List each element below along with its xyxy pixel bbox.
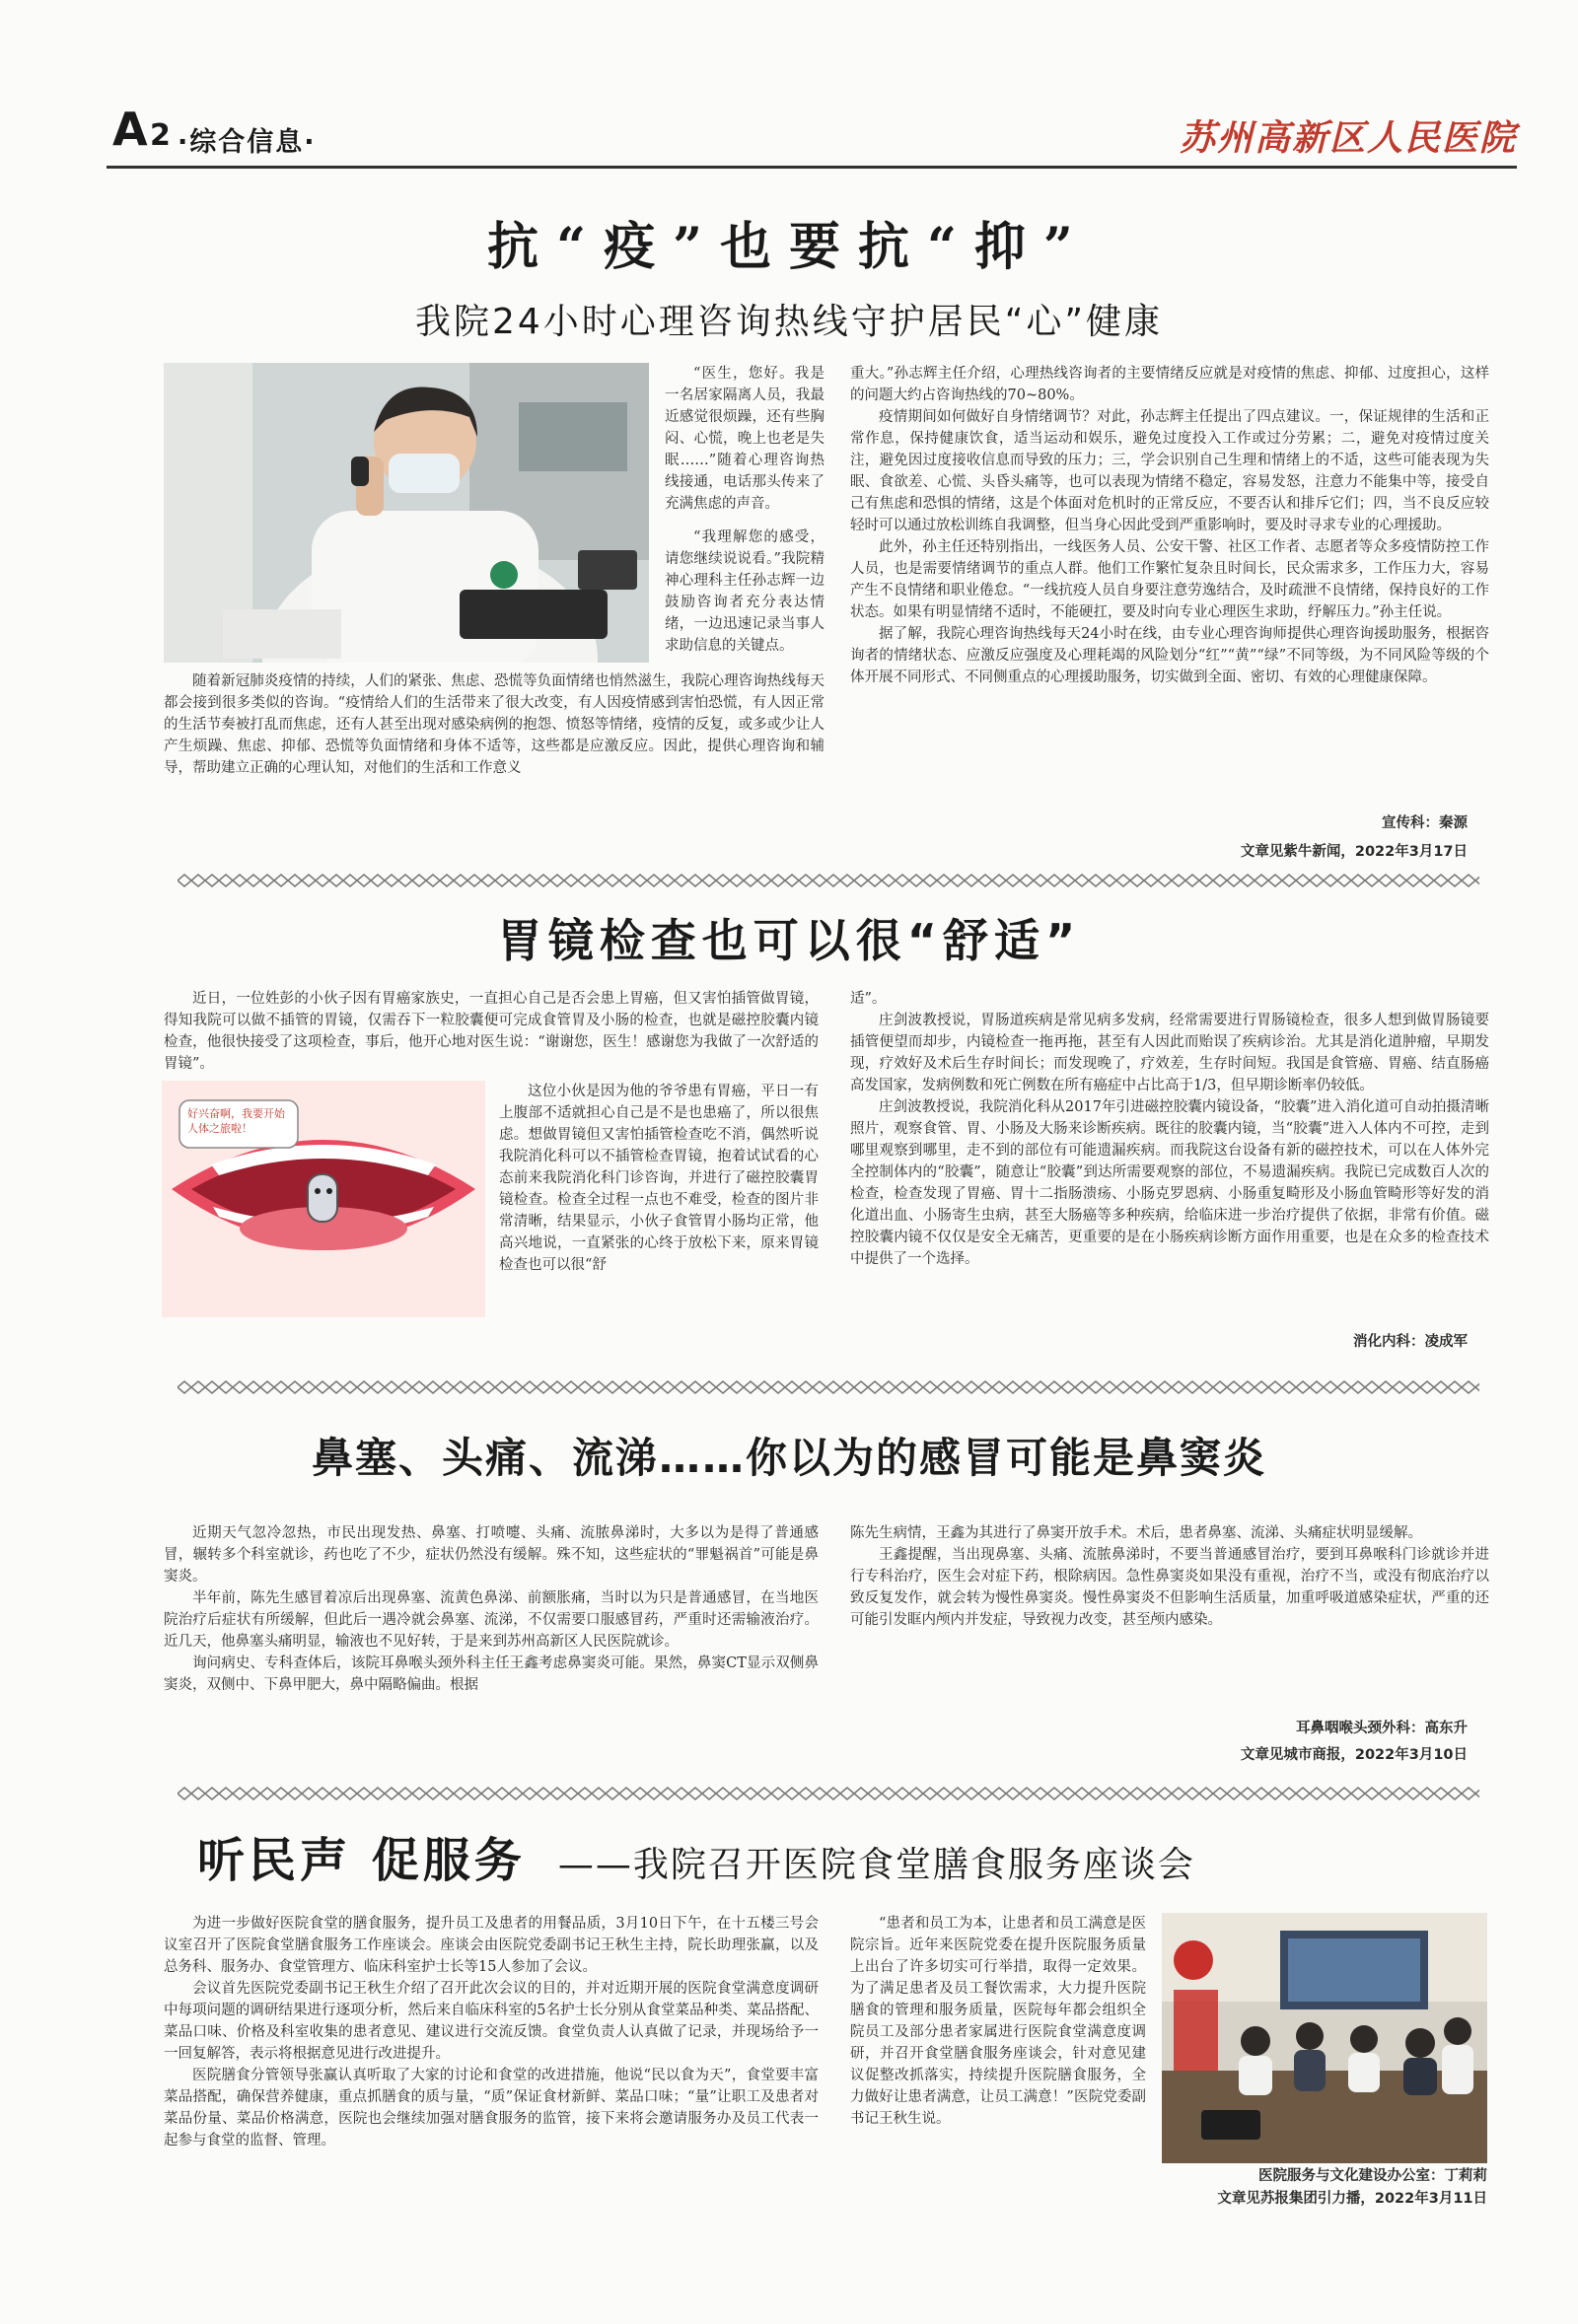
article-1-headline: 抗“疫”也要抗“抑” xyxy=(487,217,1091,277)
article-3-paragraph-3: 询问病史、专科查体后，该院耳鼻喉头颈外科主任王鑫考虑鼻窦炎可能。果然，鼻窦CT显示双侧鼻窦炎，双侧中、下鼻甲肥大，鼻中隔略偏曲。根据 xyxy=(164,1655,819,1693)
article-1-paragraph-6: 此外，孙主任还特别指出，一线医务人员、公安干警、社区工作者、志愿者等众多疫情防控工作人员，也是需要情绪调节的重点人群。他们工作繁忙复杂且时间长，民众需求多，工作压力大，容易产生不良情绪和职业倦怠。“一线抗疫人员自身要注意劳逸结合，及时疏泄不良情绪，保持良好的工作状态。如果有明显情绪不适时，不能硬扛，要及时向专业心理医生求助，纾解压力。”孙主任说。 xyxy=(850,539,1489,620)
article-3-paragraph-1: 近期天气忽冷忽热，市民出现发热、鼻塞、打喷嚏、头痛、流脓鼻涕时，大多以为是得了普通感冒，辗转多个科室就诊，药也吃了不少，症状仍然没有缓解。殊不知，这些症状的“罪魁祸首”可能是鼻窦炎。 xyxy=(164,1525,819,1585)
section-divider-1 xyxy=(178,874,1479,887)
article-1-right-column xyxy=(850,363,1489,688)
photo-canteen-meeting xyxy=(1162,1913,1487,2163)
article-2-author: 消化内科：凌成军 xyxy=(1353,1334,1468,1350)
article-4-source: 文章见苏报集团引力播，2022年3月11日 xyxy=(1217,2191,1487,2207)
article-3-right-column xyxy=(850,1522,1489,1631)
article-4-middle-column xyxy=(850,1913,1146,2130)
article-4-left-column xyxy=(164,1913,819,2151)
article-2-right-column xyxy=(850,988,1489,1270)
article-3-paragraph-5: 王鑫提醒，当出现鼻塞、头痛、流脓鼻涕时，不要当普通感冒治疗，要到耳鼻喉科门诊就诊并进行专科治疗，医生会对症下药，根除病因。急性鼻窦炎如果没有重视，治疗不当，或没有彻底治疗以致反复发作，就会转为慢性鼻窦炎。慢性鼻窦炎不但影响生活质量，加重呼吸道感染症状，严重的还可能引发眶内颅内并发症，导致视力改变，甚至颅内感染。 xyxy=(850,1547,1489,1628)
article-4-paragraph-4: “患者和员工为本，让患者和员工满意是医院宗旨。近年来医院党委在提升医院服务质量上出台了许多切实可行举措，取得一定效果。为了满足患者及员工餐饮需求，大力提升医院膳食的管理和服务质量，医院每年都会组织全院员工及部分患者家属进行医院食堂满意度调研，并召开食堂膳食服务座谈会，针对意见建议促整改抓落实，持续提升医院膳食服务，全力做好让患者满意，让员工满意！”医院党委副书记王秋生说。 xyxy=(850,1916,1146,2127)
doctor-hotline-illustration xyxy=(164,363,649,663)
article-2-credits xyxy=(1073,1331,1468,1354)
article-3-headline: 鼻塞、头痛、流涕……你以为的感冒可能是鼻窦炎 xyxy=(311,1434,1266,1482)
article-4-paragraph-1: 为进一步做好医院食堂的膳食服务，提升员工及患者的用餐品质，3月10日下午，在十五楼三号会议室召开了医院食堂膳食服务工作座谈会。座谈会由医院党委副书记王秋生主持，院长助理张赢，以及总务科、服务办、食堂管理方、临床科室护士长等15人参加了会议。 xyxy=(164,1916,819,1975)
page-number: 2 xyxy=(150,118,171,153)
article-1-credits xyxy=(974,812,1468,864)
article-2-paragraph-1: 近日，一位姓彭的小伙子因有胃癌家族史，一直担心自己是否会患上胃癌，但又害怕插管做胃镜，得知我院可以做不插管的胃镜，仅需吞下一粒胶囊便可完成食管胃及小肠的检查，也就是磁控胶囊内镜检查，他很快接受了这项检查，事后，他开心地对医生说：“谢谢您，医生！感谢您为我做了一次舒适的胃镜”。 xyxy=(164,991,819,1072)
masthead-logotype: 苏州高新区人民医院 xyxy=(1179,117,1517,159)
capsule-endoscopy-illustration xyxy=(162,1081,485,1317)
article-4-paragraph-3: 医院膳食分管领导张赢认真听取了大家的讨论和食堂的改进措施，他说“民以食为天”，食堂要丰富菜品搭配，确保营养健康，重点抓膳食的质与量，“质”保证食材新鲜、菜品口味；“量”让职工及患者对菜品份量、菜品价格满意，医院也会继续加强对膳食服务的监管，接下来将会邀请服务办及员工代表一起参与食堂的监督、管理。 xyxy=(164,2068,819,2148)
article-1-paragraph-4: 重大。”孙志辉主任介绍，心理热线咨询者的主要情绪反应就是对疫情的焦虑、抑郁、过度担心，这样的问题大约占咨询热线的70~80%。 xyxy=(850,366,1489,403)
article-1-paragraph-1: “医生，您好。我是一名居家隔离人员，我最近感觉很烦躁，还有些胸闷、心慌，晚上也老是失眠……”随着心理咨询热线接通，电话那头传来了充满焦虑的声音。 xyxy=(665,366,825,512)
article-1-author: 宣传科：秦源 xyxy=(1382,815,1468,831)
article-2-paragraph-3: 适”。 xyxy=(850,991,887,1007)
article-3-author: 耳鼻咽喉头颈外科：高东升 xyxy=(1296,1721,1468,1736)
article-4-credits xyxy=(935,2165,1487,2211)
article-2-paragraph-5: 庄剑波教授说，我院消化科从2017年引进磁控胶囊内镜设备，“胶囊”进入消化道可自动拍摄清晰照片，观察食管、胃、小肠及大肠来诊断疾病。既往的胶囊内镜，当“胶囊”进入人体内不可控，走到哪里观察到哪里，走不到的部位有可能遗漏疾病。而我院这台设备有新的磁控技术，可以在人体外完全控制体内的“胶囊”，随意让“胶囊”到达所需要观察的部位，不易遗漏疾病。我院已完成数百人次的检查，检查发现了胃癌、胃十二指肠溃疡、小肠克罗恩病、小肠重复畸形及小肠血管畸形等好发的消化道出血、小肠寄生虫病，甚至大肠癌等多种疾病，给临床进一步治疗提供了依据，非常有价值。磁控胶囊内镜不仅仅是安全无痛苦，更重要的是在小肠疾病诊断方面作用重要，也是在众多的检查技术中提供了一个选择。 xyxy=(850,1099,1489,1267)
article-2-paragraph-4: 庄剑波教授说，胃肠道疾病是常见病多发病，经常需要进行胃肠镜检查，很多人想到做胃肠镜要插管便望而却步，内镜检查一拖再拖，甚至有人因此而贻误了疾病诊治。尤其是消化道肿瘤，早期发现，疗效好及术后生存时间长；而发现晚了，疗效差，生存时间短。我国是食管癌、胃癌、结直肠癌高发国家，发病例数和死亡例数在所有癌症中占比高于1/3，但早期诊断率仍较低。 xyxy=(850,1013,1489,1093)
article-1-paragraph-2: “我理解您的感受，请您继续说说看。”我院精神心理科主任孙志辉一边鼓励咨询者充分表达情绪，一边迅速记录当事人求助信息的关键点。 xyxy=(665,529,825,654)
article-1-paragraph-5: 疫情期间如何做好自身情绪调节？对此，孙志辉主任提出了四点建议。一，保证规律的生活和正常作息，保持健康饮食，适当运动和娱乐，避免过度投入工作或过分劳累；二，避免对疫情过度关注，避免因过度接收信息而导致的压力；三，学会识别自己生理和情绪上的不适，这些可能表现为失眠、食欲差、心慌、头昏头痛等，也可以表现为情绪不稳定，容易发怒，注意力不能集中等，接受自己有焦虑和恐惧的情绪，这是个体面对危机时的正常反应，不要否认和排斥它们；四，当不良反应较轻时可以通过放松训练自我调整，但当身心因此受到严重影响时，要及时寻求专业的心理援助。 xyxy=(850,409,1489,533)
article-3-paragraph-4: 陈先生病情，王鑫为其进行了鼻窦开放手术。术后，患者鼻塞、流涕、头痛症状明显缓解。 xyxy=(850,1525,1422,1541)
section-divider-3 xyxy=(178,1787,1479,1800)
section-label: ·综合信息· xyxy=(178,127,317,158)
article-4-author: 医院服务与文化建设办公室：丁莉莉 xyxy=(1258,2168,1487,2184)
article-3-source: 文章见城市商报，2022年3月10日 xyxy=(1240,1747,1468,1763)
article-2-left-top xyxy=(164,988,819,1075)
article-1-left-column xyxy=(665,363,825,663)
meeting-room-graphic xyxy=(1162,1913,1487,2163)
article-2-headline: 胃镜检查也可以很“舒适” xyxy=(496,914,1082,967)
article-2-paragraph-2: 这位小伙是因为他的爷爷患有胃癌，平日一有上腹部不适就担心自己是不是也患癌了，所以很焦虑。想做胃镜但又害怕插管检查吃不消，偶然听说我院消化科可以不插管检查胃镜，抱着试试看的心态前来我院消化科门诊咨询，并进行了磁控胶囊胃镜检查。检查全过程一点也不难受，检查的图片非常清晰，结果显示，小伙子食管胃小肠均正常，他高兴地说，一直紧张的心终于放松下来，原来胃镜检查也可以很“舒 xyxy=(499,1084,819,1273)
page-letter: A xyxy=(112,103,146,156)
article-4-headline xyxy=(197,1822,1479,1887)
article-1-source: 文章见紫牛新闻，2022年3月17日 xyxy=(1240,844,1468,860)
article-4-headline-sub: ——我院召开医院食堂膳食服务座谈会 xyxy=(557,1845,1195,1885)
article-3-credits xyxy=(974,1718,1468,1767)
article-2-wrap-column xyxy=(499,1081,819,1276)
article-4-headline-main: 听民声 促服务 xyxy=(197,1833,526,1888)
article-3-left-column xyxy=(164,1522,819,1696)
illustration-speech-bubble: 好兴奋啊，我要开始人体之旅啦！ xyxy=(187,1107,285,1135)
article-4-paragraph-2: 会议首先医院党委副书记王秋生介绍了召开此次会议的目的，并对近期开展的医院食堂满意度调研中每项问题的调研结果进行逐项分析，然后来自临床科室的5名护士长分别从食堂菜品种类、菜品搭配、菜品口味、价格及科室收集的患者意见、建议进行交流反馈。食堂负责人认真做了记录，并现场给予一一回复解答，表示将根据意见进行改进提升。 xyxy=(164,1981,819,2062)
article-1-paragraph-7: 据了解，我院心理咨询热线每天24小时在线，由专业心理咨询师提供心理咨询援助服务，根据咨询者的情绪状态、应激反应强度及心理耗竭的风险划分“红”“黄”“绿”不同等级，为不同风险等级的个体开展不同形式、不同侧重点的心理援助服务，切实做到全面、密切、有效的心理健康保障。 xyxy=(850,626,1489,685)
article-1-subheadline: 我院24小时心理咨询热线守护居民“心”健康 xyxy=(414,302,1164,342)
photo-doctor-hotline xyxy=(164,363,649,663)
article-1-paragraph-3: 随着新冠肺炎疫情的持续，人们的紧张、焦虑、恐慌等负面情绪也悄然滋生，我院心理咨询热线每天都会接到很多类似的咨询。“疫情给人们的生活带来了很大改变，有人因疫情感到害怕恐慌，有人因正常的生活节奏被打乱而焦虑，还有人甚至出现对感染病例的抱怨、愤怒等情绪，疫情的反复，或多或少让人产生烦躁、焦虑、抑郁、恐慌等负面情绪和身体不适等，这些都是应激反应。因此，提供心理咨询和辅导，帮助建立正确的心理认知，对他们的生活和工作意义 xyxy=(164,673,825,776)
article-3-paragraph-2: 半年前，陈先生感冒着凉后出现鼻塞、流黄色鼻涕、前额胀痛，当时以为只是普通感冒，在当地医院治疗后症状有所缓解，但此后一遇冷就会鼻塞、流涕，不仅需要口服感冒药，严重时还需输液治疗。近几天，他鼻塞头痛明显，输液也不见好转，于是来到苏州高新区人民医院就诊。 xyxy=(164,1590,819,1650)
page-header xyxy=(107,105,1517,168)
header-rule xyxy=(107,166,1517,169)
section-divider-2 xyxy=(178,1380,1479,1394)
article-1-left-lower xyxy=(164,670,825,779)
